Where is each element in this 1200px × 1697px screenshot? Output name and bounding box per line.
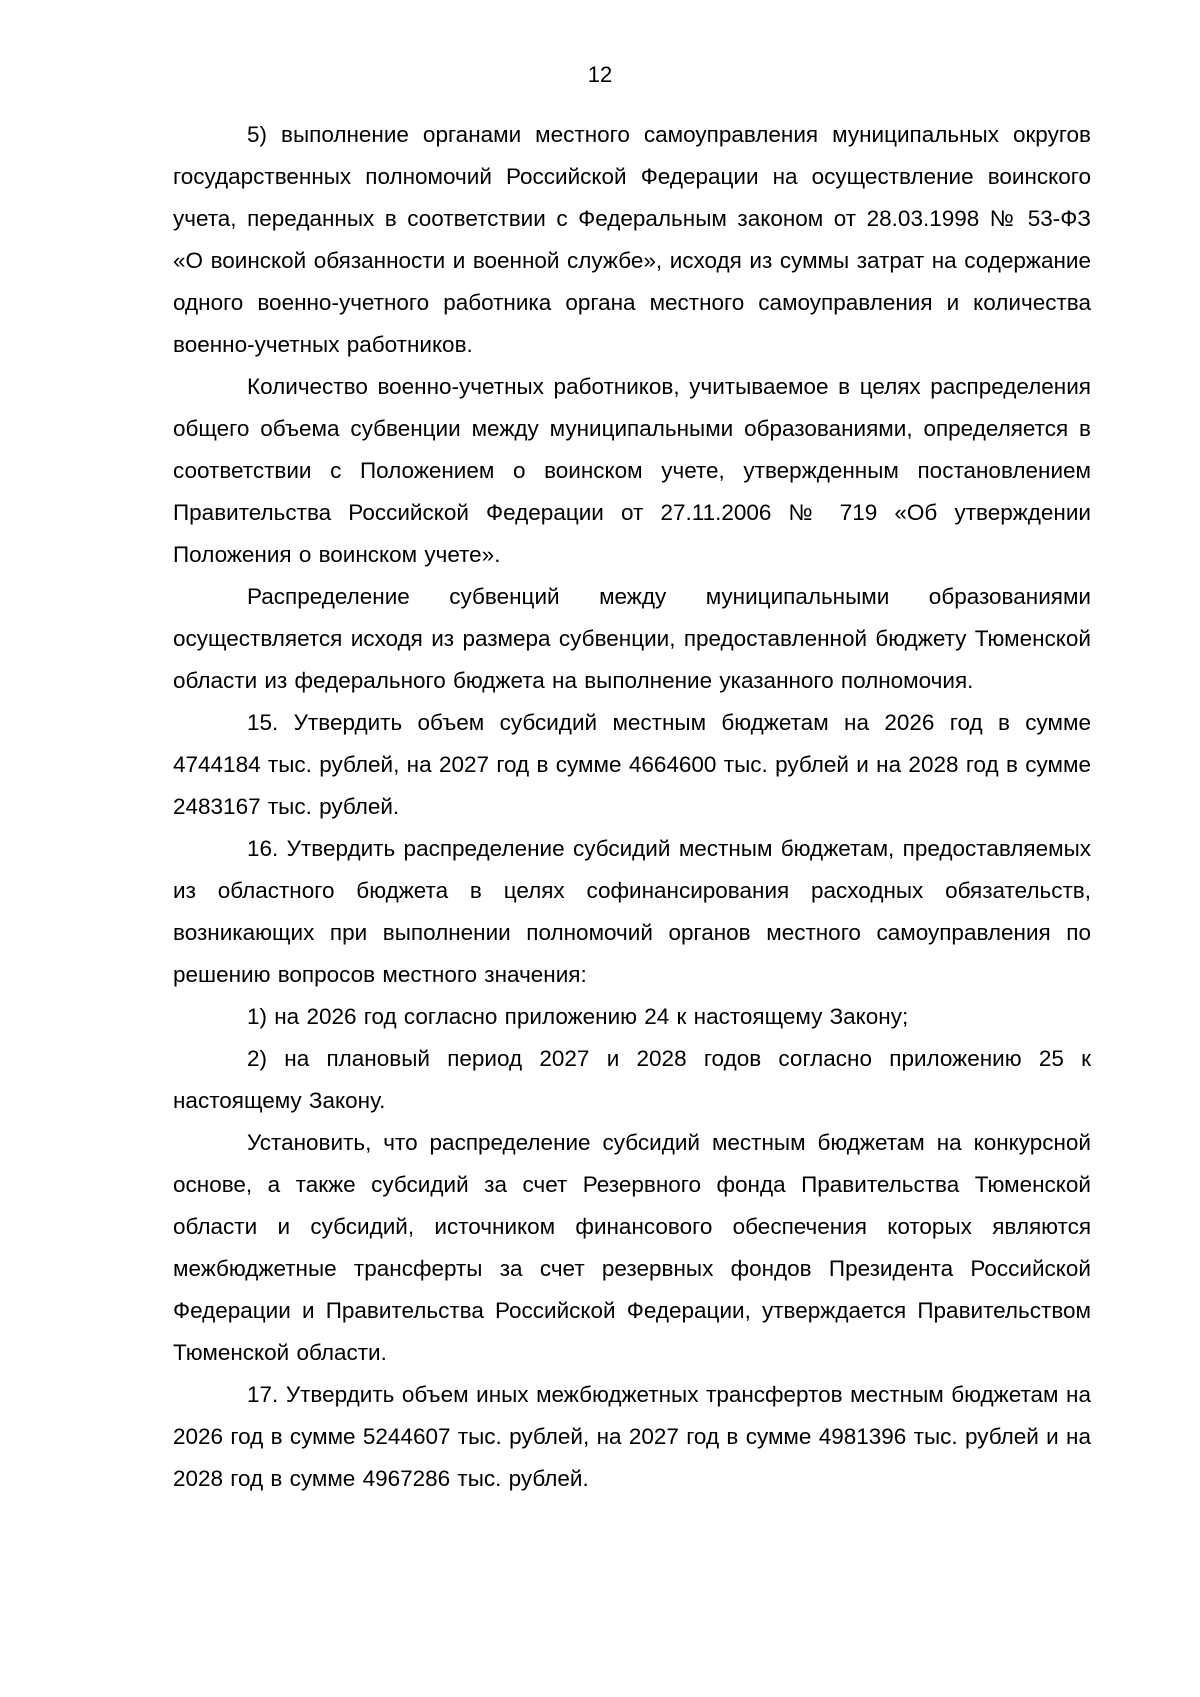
paragraph-military-staff-count: Количество военно-учетных работников, учитываемое в целях распределения общего объема субвенции между муниципальными образованиями, определяется в соответствии с Положением о воинском учете, утвержденным постановлением Правительства Российской Федерации от 27.11.2006 № 719 «Об утверждении Положения о воинском учете». [173, 374, 1091, 567]
paragraph-item-5-military-registration: 5) выполнение органами местного самоуправления муниципальных округов государственных полномочий Российской Федерации на осуществление воинского учета, переданных в соответствии с Федеральным законом от 28.03.1998 № 53-ФЗ «О воинской обязанности и военной службе», исходя из суммы затрат на содержание одного военно-учетного работника органа местного самоуправления и количества военно-учетных работников. [173, 122, 1091, 357]
paragraph-article-17: 17. Утвердить объем иных межбюджетных трансфертов местным бюджетам на 2026 год в сумме 5244607 тыс. рублей, на 2027 год в сумме 4981396 тыс. рублей и на 2028 год в сумме 4967286 тыс. рублей. [173, 1382, 1091, 1491]
paragraph-article-16: 16. Утвердить распределение субсидий местным бюджетам, предоставляемых из областного бюджета в целях софинансирования расходных обязательств, возникающих при выполнении полномочий органов местного самоуправления по решению вопросов местного значения: [173, 836, 1091, 987]
page-number: 12 [587, 62, 613, 87]
paragraph-article-15: 15. Утвердить объем субсидий местным бюджетам на 2026 год в сумме 4744184 тыс. рублей, на 2027 год в сумме 4664600 тыс. рублей и на 2028 год в сумме 2483167 тыс. рублей. [173, 710, 1091, 819]
paragraph-article-16-item-1: 1) на 2026 год согласно приложению 24 к настоящему Закону; [247, 1004, 909, 1029]
paragraph-competitive-subsidies: Установить, что распределение субсидий местным бюджетам на конкурсной основе, а также субсидий за счет Резервного фонда Правительства Тюменской области и субсидий, источником финансового обеспечения которых являются межбюджетные трансферты за счет резервных фондов Президента Российской Федерации и Правительства Российской Федерации, утверждается Правительством Тюменской области. [173, 1130, 1091, 1365]
paragraph-subvention-distribution: Распределение субвенций между муниципальными образованиями осуществляется исходя из размера субвенции, предоставленной бюджету Тюменской области из федерального бюджета на выполнение указанного полномочия. [173, 584, 1091, 693]
document-body [173, 114, 1091, 1500]
paragraph-article-16-item-2: 2) на плановый период 2027 и 2028 годов согласно приложению 25 к настоящему Закону. [173, 1046, 1091, 1113]
